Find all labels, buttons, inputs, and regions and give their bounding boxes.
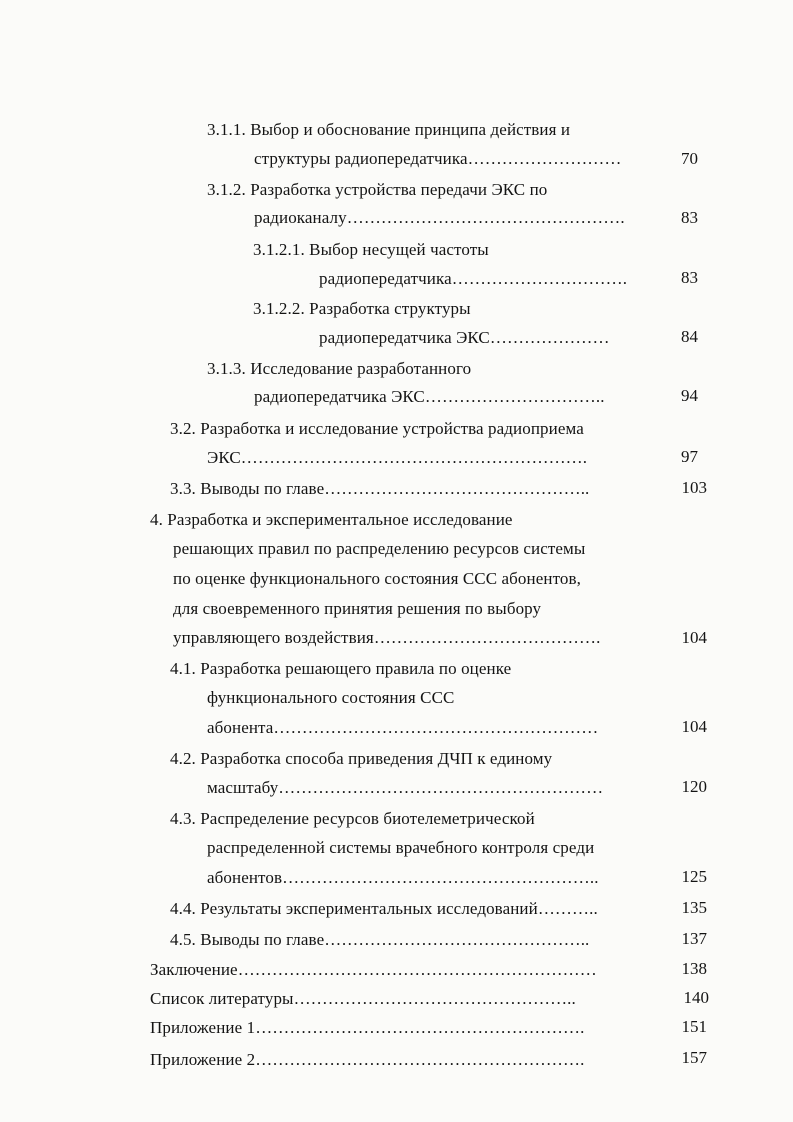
toc-entry-3-1-2-2-title: 3.1.2.2. Разработка структуры: [253, 299, 471, 318]
toc-entry-3-1-2-1-title: 3.1.2.1. Выбор несущей частоты: [253, 240, 489, 259]
toc-entry-4-1-page: 104: [681, 717, 707, 736]
toc-entry-4-title-cont-2: по оценке функционального состояния ССС абонентов,: [173, 569, 581, 588]
toc-entry-3-1-2-1-title-cont: радиопередатчика………………………….: [319, 269, 628, 288]
toc-entry-4-1-title-cont-2: абонента…………………………………………………: [207, 718, 599, 737]
toc-entry-4-3-title-cont-2: абонентов………………………………………………..: [207, 868, 599, 887]
toc-entry-4-5-title: 4.5. Выводы по главе………………………………………..: [170, 930, 590, 949]
toc-entry-4-2-title-cont: масштабу…………………………………………………: [207, 778, 604, 797]
toc-entry-appendix-2-page: 157: [681, 1048, 707, 1067]
toc-entry-3-1-3-title-cont: радиопередатчика ЭКС…………………………..: [254, 387, 605, 406]
toc-entry-3-1-1-title: 3.1.1. Выбор и обоснование принципа действия и: [207, 120, 571, 139]
toc-entry-3-1-3-page: 94: [681, 386, 698, 405]
toc-entry-4-2-page: 120: [681, 777, 707, 796]
toc-entry-3-1-2-2-title-cont: радиопередатчика ЭКС…………………: [319, 328, 610, 347]
toc-entry-4-1-title-cont-1: функционального состояния ССС: [207, 688, 455, 707]
toc-entry-conclusion-page: 138: [681, 959, 707, 978]
toc-entry-4-5-page: 137: [681, 929, 707, 948]
toc-entry-4-2-title: 4.2. Разработка способа приведения ДЧП к единому: [170, 749, 553, 768]
toc-entry-3-2-page: 97: [681, 447, 698, 466]
toc-entry-3-3-title: 3.3. Выводы по главе………………………………………..: [170, 479, 590, 498]
toc-entry-3-1-2-title: 3.1.2. Разработка устройства передачи ЭКС по: [207, 180, 548, 199]
toc-entry-4-3-title-cont-1: распределенной системы врачебного контроля среди: [207, 838, 595, 857]
toc-entry-4-1-title: 4.1. Разработка решающего правила по оценке: [170, 659, 512, 678]
toc-entry-conclusion-title: Заключение………………………………………………………: [150, 960, 597, 979]
toc-entry-4-3-page: 125: [681, 867, 707, 886]
toc-entry-4-3-title: 4.3. Распределение ресурсов биотелеметрической: [170, 809, 535, 828]
toc-entry-3-1-2-title-cont: радиоканалу………………………………………….: [254, 208, 625, 227]
toc-entry-references-title: Список литературы…………………………………………..: [150, 989, 576, 1008]
toc-entry-4-title-cont-4: управляющего воздействия………………………………….: [173, 628, 601, 647]
toc-entry-3-1-1-title-cont: структуры радиопередатчика………………………: [254, 149, 622, 168]
toc-entry-4-page: 104: [681, 628, 707, 647]
toc-entry-4-title-cont-3: для своевременного принятия решения по выбору: [173, 599, 542, 618]
toc-entry-4-title-cont-1: решающих правил по распределению ресурсов системы: [173, 539, 586, 558]
toc-entry-appendix-2-title: Приложение 2………………………………………………….: [150, 1050, 585, 1069]
toc-entry-4-4-title: 4.4. Результаты экспериментальных исследований………..: [170, 899, 598, 918]
toc-entry-appendix-1-page: 151: [681, 1017, 707, 1036]
toc-entry-3-2-title-cont: ЭКС…………………………………………………….: [207, 448, 588, 467]
toc-entry-3-1-2-page: 83: [681, 208, 698, 227]
toc-entry-3-1-3-title: 3.1.3. Исследование разработанного: [207, 359, 472, 378]
toc-entry-4-4-page: 135: [681, 898, 707, 917]
toc-entry-4-title: 4. Разработка и экспериментальное исследование: [150, 510, 513, 529]
toc-entry-3-1-1-page: 70: [681, 149, 698, 168]
toc-entry-references-page: 140: [683, 988, 709, 1007]
toc-entry-appendix-1-title: Приложение 1………………………………………………….: [150, 1018, 585, 1037]
toc-entry-3-1-2-1-page: 83: [681, 268, 698, 287]
toc-entry-3-3-page: 103: [681, 478, 707, 497]
toc-entry-3-1-2-2-page: 84: [681, 327, 698, 346]
toc-entry-3-2-title: 3.2. Разработка и исследование устройства радиоприема: [170, 419, 584, 438]
